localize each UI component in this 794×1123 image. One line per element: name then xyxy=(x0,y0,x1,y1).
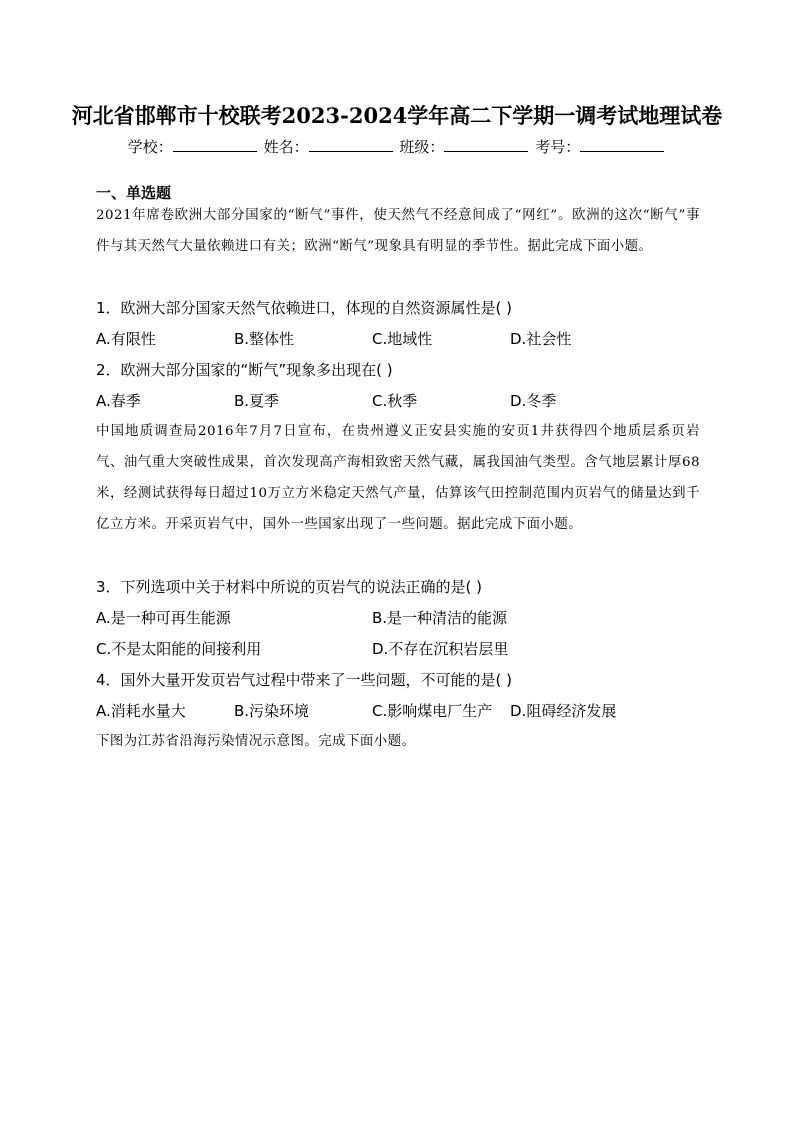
question-2-option-a[interactable]: A.春季 xyxy=(96,392,141,410)
name-blank[interactable] xyxy=(309,137,393,152)
question-4-option-d[interactable]: D.阻碍经济发展 xyxy=(510,702,617,720)
question-1-option-a[interactable]: A.有限性 xyxy=(96,330,156,348)
name-label: 姓名： xyxy=(263,138,309,156)
material-1: 2021年席卷欧洲大部分国家的“断气”事件，使天然气不经意间成了“网红”。欧洲的这次“断气”事件与其天然气大量依赖进口有关；欧洲“断气”现象具有明显的季节性。据此完成下面小题。 xyxy=(96,208,700,254)
question-3-option-c[interactable]: C.不是太阳能的间接利用 xyxy=(96,640,262,658)
question-2-option-d[interactable]: D.冬季 xyxy=(510,392,557,410)
question-1-option-b[interactable]: B.整体性 xyxy=(234,330,295,348)
class-blank[interactable] xyxy=(444,137,528,152)
school-label: 学校： xyxy=(127,138,173,156)
question-1-option-c[interactable]: C.地域性 xyxy=(372,330,433,348)
question-1-stem: 1．欧洲大部分国家天然气依赖进口，体现的自然资源属性是( ) xyxy=(96,299,513,317)
school-blank[interactable] xyxy=(173,137,257,152)
question-3-option-d[interactable]: D.不存在沉积岩层里 xyxy=(372,640,509,658)
question-3-option-b[interactable]: B.是一种清洁的能源 xyxy=(372,609,508,627)
question-2-option-c[interactable]: C.秋季 xyxy=(372,392,418,410)
exam-title: 河北省邯郸市十校联考2023-2024学年高二下学期一调考试地理试卷 xyxy=(71,103,723,128)
section-heading: 一、单选题 xyxy=(96,184,172,202)
question-4-option-b[interactable]: B.污染环境 xyxy=(234,702,310,720)
class-label: 班级： xyxy=(399,138,445,156)
question-1-option-d[interactable]: D.社会性 xyxy=(510,330,572,348)
question-2-stem: 2．欧洲大部分国家的“断气”现象多出现在( ) xyxy=(96,361,393,379)
student-info-line xyxy=(0,136,794,157)
question-3-stem: 3．下列选项中关于材料中所说的页岩气的说法正确的是( ) xyxy=(96,578,483,596)
material-3: 下图为江苏省沿海污染情况示意图。完成下面小题。 xyxy=(96,734,416,749)
question-4-option-a[interactable]: A.消耗水量大 xyxy=(96,702,186,720)
material-2: 中国地质调查局2016年7月7日宣布，在贵州遵义正安县实施的安页1井获得四个地质层系页岩气、油气重大突破性成果，首次发现高产海相致密天然气藏，属我国油气类型。含气地层累计厚68米，经测试获得每日超过10万立方米稳定天然气产量，估算该气田控制范围内页岩气的储量达到千亿立方米。开采页岩气中，国外一些国家出现了一些问题。据此完成下面小题。 xyxy=(96,424,700,532)
question-3-option-a[interactable]: A.是一种可再生能源 xyxy=(96,609,231,627)
number-blank[interactable] xyxy=(580,137,664,152)
question-4-option-c[interactable]: C.影响煤电厂生产 xyxy=(372,702,493,720)
question-4-stem: 4．国外大量开发页岩气过程中带来了一些问题，不可能的是( ) xyxy=(96,671,513,689)
number-label: 考号： xyxy=(535,138,581,156)
question-2-option-b[interactable]: B.夏季 xyxy=(234,392,280,410)
